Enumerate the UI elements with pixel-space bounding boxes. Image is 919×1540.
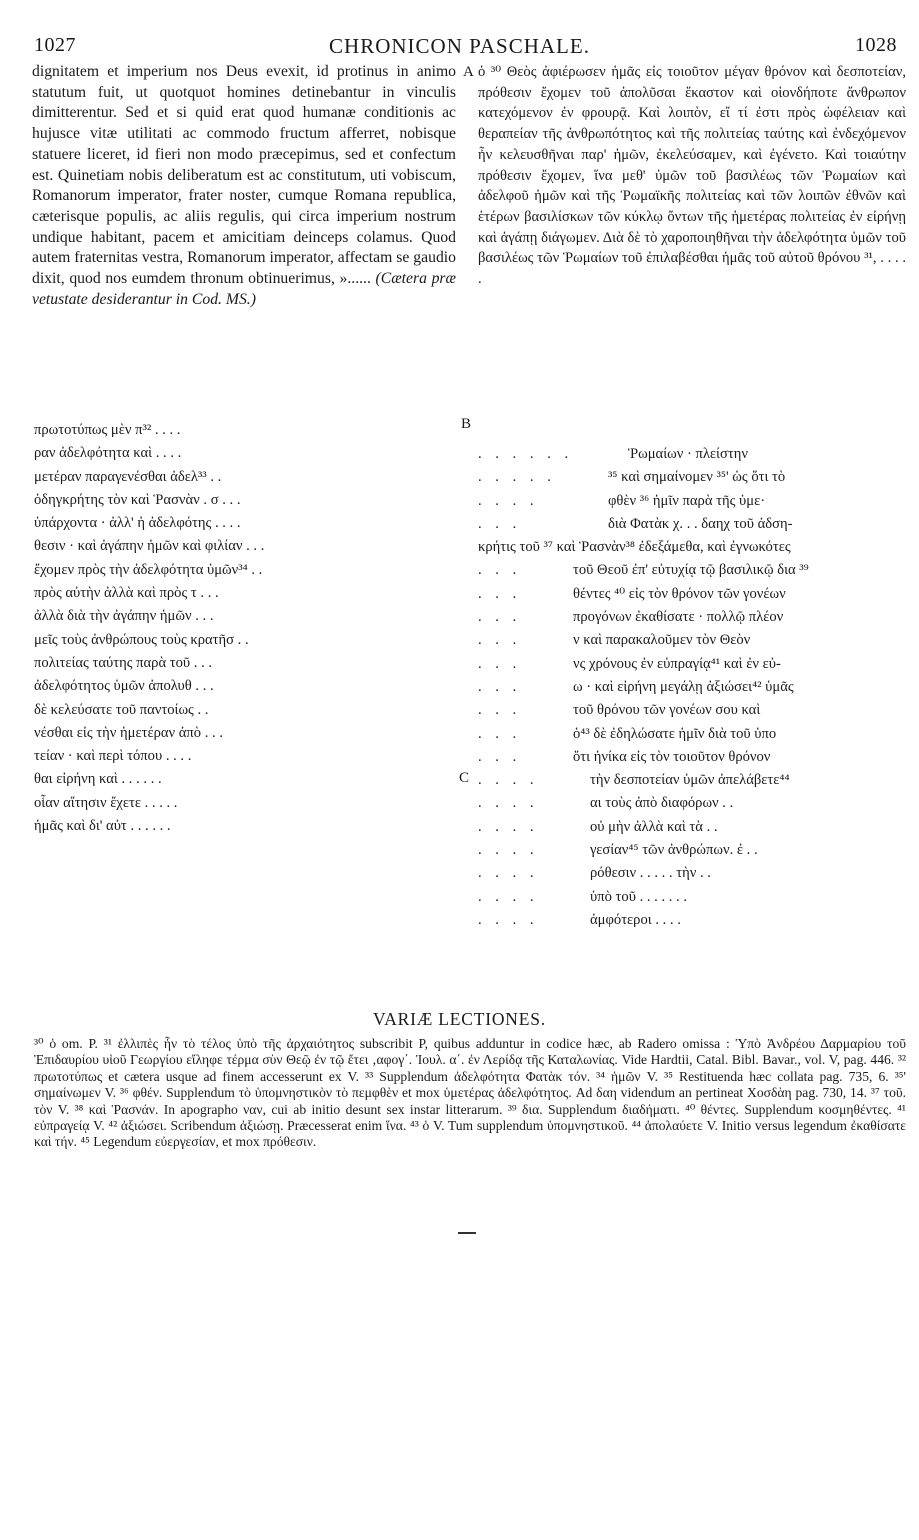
fragment-line: θαι εἰρήνη καὶ . . . . . . <box>34 771 162 788</box>
lacuna-dots: . . . . . . <box>478 446 574 462</box>
fragment-line: πολιτείας ταύτης παρὰ τοῦ . . . <box>34 654 213 671</box>
fragment-line <box>478 723 908 746</box>
lacuna-dots: . . . . <box>478 842 539 859</box>
fragment-line: ὑπάρχοντα · ἀλλ' ἡ ἀδελφότης . . . . <box>34 515 241 532</box>
fragment-line <box>478 536 908 559</box>
fragment-line <box>478 490 908 513</box>
fragment-line <box>478 792 908 815</box>
lacuna-dots: . . . <box>478 632 522 649</box>
lacuna-dots: . . . . <box>478 888 539 905</box>
variae-lectiones-notes: ³⁰ ὁ om. P. ³¹ ἐλλιπὲς ἦν τὸ τέλος ὑπὸ τῆς ἀρχαιότητος subscribit P, quibus adduntur in codice hæc, ab Radero omissa : Ὑπὸ Ἀνδρέου Δαρμαρίου τοῦ Ἐπιδαυρίου υἱοῦ Γεωργίου εἴληφε τέρμα σὺν Θεῷ ἐν τῷ ἔτει ‚αφογ΄. Ἰουλ. α΄. ἐν Λερίδᾳ τῆς Καταλωνίας. Vide Hardtii, Catal. Bibl. Bavar., vol. V, pag. 446. ³² πρωτοτύπως et cætera usque ad finem accesserunt ex V. ³³ Supplendum ἀδελφότητα Φατὰκ τόν. ³⁴ ἡμῶν V. ³⁵ Restituenda hæc collata pag. 735, 6. ³⁵' σημαίνωμεν V. ³⁶ φθέν. Supplendum τὸ ὑπομνηστικὸν τὸ πεμφθὲν et mox ὑμετέρας ἀδελφότητος. Ad δαη videndum an pertineat Χοσδὰη pag. 730, 14. ³⁷ τοῦ. τὸν V. ³⁸ καὶ Ῥασνάν. In apographo ναν, cui ab initio desunt sex instar litterarum. ³⁹ δια. Supplendum διαδήματι. ⁴⁰ θέντες. Supplendum κοσμηθέντες. ⁴¹ εὐπραγείᾳ V. ⁴² ἀξιώσει. Scribendum ἀξιώσῃ. Præcesserat enim ἵνα. ⁴³ ὁ V. Tum supplendum ὑπομνηστικοῦ. ⁴⁴ ἀπολαύετε V. Initio versus legendum ἐκαθίσατε καὶ τήν. ⁴⁵ Legendum εὐεργεσίαν, et mox πρόθεσιν. <box>34 1036 906 1150</box>
greek-paragraph <box>478 62 906 290</box>
lacuna-dots: . . . <box>478 725 522 742</box>
fragment-text: αι τοὺς ἀπὸ διαφόρων . . <box>590 795 734 812</box>
latin-translation-column <box>32 62 456 310</box>
lacuna-dots: . . . . <box>478 911 539 928</box>
page-number-left: 1027 <box>34 34 76 56</box>
fragment-line: μετέραν παραγενέσθαι ἀδελ³³ . . <box>34 468 222 485</box>
latin-text: dignitatem et imperium nos Deus evexit, id protinus in animo statutum fuit, ut quotquot homines detinebantur in vinculis dimitterentur. Sed et si quid erat quod humanæ conditionis ac hujusce vitæ utilitati ac commodo fructum afferret, nobisque statuere liceret, id fieri non modo præcepimus, sed et confectum est. Quinetiam nobis deliberatum est ac constitutum, uti vobiscum, Romanorum imperator, frater noster, cumque Romana republica, cæterisque populis, ac aliis regulis, qui circa imperium nostrum undique habitant, pacem et amicitiam deinceps colamus. Quod autem fraternitas vestra, Romanorum imperator, affectam se gaudio dixit, quod nos eumdem thronum obtinuerimus, »...... <box>32 63 456 288</box>
fragment-line <box>478 746 908 769</box>
lacuna-dots: . . . <box>478 655 522 672</box>
fragment-text: τοῦ θρόνου τῶν γονέων σου καὶ <box>573 702 761 719</box>
fragment-line <box>478 816 908 839</box>
lacuna-dots: . . . . . <box>478 469 556 486</box>
fragment-text: ρόθεσιν . . . . . τὴν . . <box>590 865 711 882</box>
fragment-line: ὁδηγκρήτης τὸν καὶ Ῥασνὰν . σ . . . <box>34 491 241 508</box>
latin-paragraph <box>32 62 456 310</box>
margin-letter-a: A <box>463 64 474 80</box>
fragment-text: θέντες ⁴⁰ εἰς τὸν θρόνον τῶν γονέων <box>573 585 786 602</box>
fragment-line <box>478 699 908 722</box>
fragment-line: νέσθαι εἰς τὴν ἡμετέραν ἀπὸ . . . <box>34 724 223 741</box>
fragment-line <box>478 513 908 536</box>
fragment-text: ω · καὶ εἰρήνη μεγάλῃ ἀξιώσει⁴² ὑμᾶς <box>573 678 794 695</box>
fragment-text: ὅτι ἡνίκα εἰς τὸν τοιοῦτον θρόνον <box>573 748 771 765</box>
fragment-text: κρήτις τοῦ ³⁷ καὶ Ῥασνὰν³⁸ ἐδεξάμεθα, καὶ ἐγνωκότες <box>478 539 791 556</box>
fragment-text: οὐ μὴν ἀλλὰ καὶ τὰ . . <box>590 818 718 835</box>
running-title: CHRONICON PASCHALE. <box>329 34 590 58</box>
greek-trailing-dots: . . . . . <box>478 250 906 288</box>
fragment-line <box>478 583 908 606</box>
fragment-line: θεσιν · καὶ ἀγάπην ἡμῶν καὶ φιλίαν . . . <box>34 538 265 555</box>
fragment-text: ³⁵ καὶ σημαίνομεν ³⁵' ὡς ὅτι τὸ <box>608 469 786 486</box>
lacuna-dots: . . . <box>478 748 522 765</box>
fragment-line: δὲ κελεύσατε τοῦ παντοίως . . <box>34 701 209 718</box>
fragment-line: τείαν · καὶ περὶ τόπου . . . . <box>34 748 192 765</box>
fragment-line: ἀδελφότητος ὑμῶν ἀπολυθ . . . <box>34 678 214 695</box>
fragment-text: τὴν δεσποτείαν ὑμῶν ἀπελάβετε⁴⁴ <box>590 772 790 789</box>
fragment-line <box>478 909 908 932</box>
fragment-line <box>478 606 908 629</box>
fragment-text: ὑπὸ τοῦ . . . . . . . <box>590 888 688 905</box>
variae-lectiones-heading: VARIÆ LECTIONES. <box>373 1009 546 1029</box>
fragment-line: ἀλλὰ διὰ τὴν ἀγάπην ἡμῶν . . . <box>34 608 214 625</box>
margin-letter-b: B <box>461 416 472 432</box>
fragment-line: μεῖς τοὺς ἀνθρώπους τοὺς κρατῆσ . . <box>34 631 249 648</box>
fragment-text: νς χρόνους ἐν εὐπραγίᾳ⁴¹ καὶ ἐν εὐ- <box>573 655 781 672</box>
lacuna-dots: . . . . <box>478 818 539 835</box>
lacuna-dots: . . . . <box>478 772 539 789</box>
fragment-line: ἔχομεν πρὸς τὴν ἀδελφότητα ὑμῶν³⁴ . . <box>34 561 263 578</box>
fragment-line: ραν ἀδελφότητα καὶ . . . . <box>34 445 182 462</box>
lacuna-dots: . . . <box>478 515 522 532</box>
fragment-line: οἷαν αἴτησιν ἔχετε . . . . . <box>34 794 178 811</box>
lacuna-dots: . . . . <box>478 795 539 812</box>
fragment-line <box>478 466 908 489</box>
fragment-line <box>478 653 908 676</box>
lacuna-dots: . . . <box>478 609 522 626</box>
fragment-text: τοῦ Θεοῦ ἐπ' εὐτυχίᾳ τῷ βασιλικῷ δια ³⁹ <box>573 562 809 579</box>
page-number-right: 1028 <box>855 34 897 56</box>
fragment-line <box>478 443 908 466</box>
fragment-line <box>478 862 908 885</box>
fragment-text: γεσίαν⁴⁵ τῶν ἀνθρώπων. ἐ . . <box>590 842 758 859</box>
fragment-text: Ῥωμαίων · πλείστην <box>628 446 748 462</box>
fragment-text: ἀμφότεροι . . . . <box>590 911 681 928</box>
fragment-line <box>478 886 908 909</box>
fragment-line <box>478 769 908 792</box>
lacuna-dots: . . . <box>478 702 522 719</box>
fragment-text: φθὲν ³⁶ ἡμῖν παρὰ τῆς ὑμε· <box>608 492 766 509</box>
lacuna-note: (Cætera præ vetustate desiderantur in Cod. MS.) <box>32 270 456 308</box>
fragment-line <box>478 629 908 652</box>
lacuna-dots: . . . <box>478 678 522 695</box>
fragment-line: ἡμᾶς καὶ δι' αὐτ . . . . . . <box>34 818 171 835</box>
fragment-line: πρωτοτύπως μὲν π³² . . . . <box>34 422 181 438</box>
lacuna-dots: . . . <box>478 562 522 579</box>
fragment-line <box>478 839 908 862</box>
end-dash <box>458 1232 476 1234</box>
fragment-text: διὰ Φατὰκ χ. . . δαηχ τοῦ ἀδση- <box>608 515 793 532</box>
lacuna-dots: . . . <box>478 585 522 602</box>
fragment-line <box>478 559 908 582</box>
lacuna-dots: . . . . <box>478 865 539 882</box>
greek-text-column <box>478 62 906 290</box>
margin-letter-c: C <box>459 770 470 786</box>
fragment-line: πρὸς αὐτὴν ἀλλὰ καὶ πρὸς τ . . . <box>34 585 219 602</box>
fragment-text: ὁ⁴³ δὲ ἐδηλώσατε ἡμῖν διὰ τοῦ ὑπο <box>573 725 777 742</box>
lacuna-dots: . . . . <box>478 492 539 509</box>
right-fragments <box>478 443 908 932</box>
fragment-line <box>478 676 908 699</box>
fragment-text: ν καὶ παρακαλοῦμεν τὸν Θεὸν <box>573 632 751 649</box>
fragment-text: προγόνων ἐκαθίσατε · πολλῷ πλέον <box>573 609 784 626</box>
greek-text: ὁ ³⁰ Θεὸς ἀφιέρωσεν ἡμᾶς εἰς τοιοῦτον μέγαν θρόνον καὶ δεσποτείαν, πρόθεσιν ἔχομεν τοῦ ἀπολῦσαι ἕκαστον καὶ οἱονδήποτε ἄνθρωπον κατεχόμενον ἐν φρουρᾷ. Καὶ λοιπὸν, εἴ τί ἐστι πρὸς ὠφέλειαν καὶ θεραπείαν τῆς ἀνθρωπότητος καὶ τῆς πολιτείας ταύτης καὶ ἐνδεχόμενον ἦν κελευσθῆναι παρ' ἡμῶν, ἐκελεύσαμεν, καὶ ἐγένετο. Καὶ τοιαύτην πρόθεσιν ἔχομεν, ἵνα μεθ' ὑμῶν τοῦ βασιλέως τῶν Ῥωμαίων καὶ ἀδελφοῦ ἡμῶν καὶ τῆς Ῥωμαϊκῆς πολιτείας καὶ τῶν λοιπῶν ἐθνῶν καὶ ἑτέρων βασιλίσκων τῶν κύκλῳ ὄντων τῆς ἡμετέρας πολιτείας ἐν εἰρήνῃ καὶ ἀγάπῃ διάγωμεν. Διὰ δὲ τὸ χαροποιηθῆναι τὴν ἀδελφότητα ὑμῶν τοῦ βασιλέως τῶν Ῥωμαίων τοῦ ἐπιλαβέσθαι ἡμᾶς τοῦ αὐτοῦ θρόνου ³¹, <box>478 64 906 267</box>
left-fragments <box>34 419 454 838</box>
